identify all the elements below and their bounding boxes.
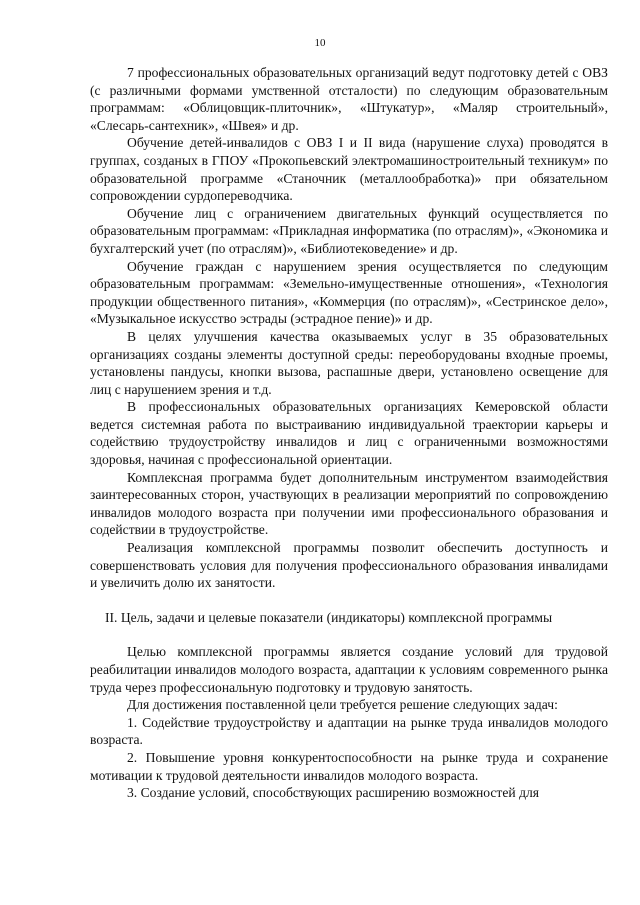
section-heading: II. Цель, задачи и целевые показатели (индикаторы) комплексной программы — [105, 609, 553, 625]
paragraph: Для достижения поставленной цели требуется решение следующих задач: — [127, 697, 558, 713]
paragraph: Реализация комплексной программы позволит обеспечить доступность и совершенствовать условия для получения профессионального образования инвалидами и увеличить долю их занятости. — [90, 540, 608, 591]
page-number: 10 — [314, 37, 326, 49]
paragraph: 7 профессиональных образовательных организаций ведут подготовку детей с ОВЗ (с различными формами умственной отсталости) по следующим образовательным программам: «Облицовщик-плиточник», «Штукатур», «Маляр строительный», «Слесарь-сантехник», «Швея» и др. — [90, 65, 608, 133]
paragraph: В целях улучшения качества оказываемых услуг в 35 образовательных организациях созданы элементы доступной среды: переоборудованы входные проемы, установлены пандусы, кнопки вызова, распашные двери, установлено освещение для лиц с нарушением зрения и т.д. — [90, 328, 608, 397]
paragraph: Комплексная программа будет дополнительным инструментом взаимодействия заинтересованных сторон, участвующих в реализации мероприятий по сопровождению инвалидов молодого возраста при получении ими профессионального образования и содействии в трудоустройстве. — [90, 469, 608, 538]
paragraph: Обучение лиц с ограничением двигательных функций осуществляется по образовательным программам: «Прикладная информатика (по отраслям)», «Экономика и бухгалтерский учет (по отраслям)», «Библиотековедение» и др. — [90, 205, 608, 256]
paragraph: 2. Повышение уровня конкурентоспособности на рынке труда и сохранение мотивации к трудовой деятельности инвалидов молодого возраста. — [90, 749, 608, 783]
paragraph: Целью комплексной программы является создание условий для трудовой реабилитации инвалидов молодого возраста, адаптации к условиям современного рынка труда через профессиональную подготовку и трудовую занятость. — [90, 644, 608, 695]
document-body — [90, 64, 608, 802]
paragraph: В профессиональных образовательных организациях Кемеровской области ведется системная работа по выстраиванию индивидуальной траектории карьеры и содействию трудоустройству инвалидов и лиц с ограниченными возможностями здоровья, начиная с профессиональной ориентации. — [90, 399, 608, 468]
paragraph: 3. Создание условий, способствующих расширению возможностей для — [127, 785, 540, 801]
paragraph: Обучение граждан с нарушением зрения осуществляется по следующим образовательным программам: «Земельно-имущественные отношения», «Технология продукции общественного питания», «Коммерция (по отраслям)», «Сестринское дело», «Музыкальное искусство эстрады (эстрадное пение)» и др. — [90, 258, 608, 327]
paragraph: Обучение детей-инвалидов с ОВЗ I и II вида (нарушение слуха) проводятся в группах, созданых в ГПОУ «Прокопьевский электромашиностроительный техникум» по образовательной программе «Станочник (металлообработка)» при обязательном сопровождении сурдопереводчика. — [90, 135, 608, 204]
paragraph: 1. Содействие трудоустройству и адаптации на рынке труда инвалидов молодого возраста. — [90, 714, 608, 748]
